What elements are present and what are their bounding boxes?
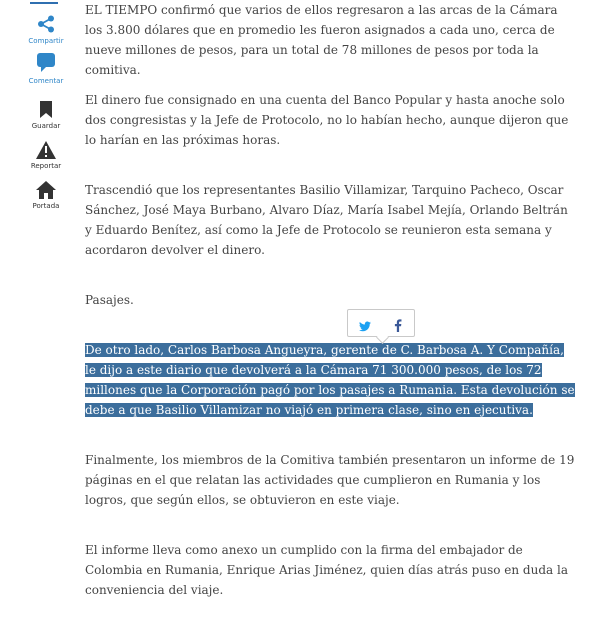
- text-selection: De otro lado, Carlos Barbosa Angueyra, gerente de C. Barbosa A. Y Compañía, le dijo a este diario que devolverá a la Cámara 71 300.000 pesos, de los 72 millones que la Corporación pagó por los pasajes a Rumania. Esta devolución se debe a que Basilio Villamizar no viajó en primera clase, sino en ejecutiva.: [85, 343, 575, 417]
- comment-button[interactable]: [22, 52, 70, 85]
- article-paragraph: El informe lleva como anexo un cumplido con la firma del embajador de Colombia en Rumania, Enrique Arias Jiménez, quien días atrás puso en duda la conveniencia del viaje.: [85, 543, 568, 597]
- share-button[interactable]: [22, 14, 70, 45]
- facebook-icon: [394, 317, 402, 336]
- share-label: Compartir: [28, 37, 64, 45]
- save-button[interactable]: [22, 101, 70, 130]
- report-label: Reportar: [30, 162, 62, 170]
- share-icon: [22, 14, 70, 34]
- home-label: Portada: [32, 202, 60, 210]
- twitter-icon: [359, 317, 371, 336]
- comment-label: Comentar: [28, 77, 64, 85]
- warning-icon: [22, 141, 70, 159]
- report-button[interactable]: [22, 141, 70, 170]
- selected-paragraph[interactable]: [85, 340, 577, 420]
- facebook-share-button[interactable]: [394, 317, 402, 336]
- save-label: Guardar: [31, 122, 61, 130]
- selection-share-popup: [347, 309, 415, 337]
- comment-icon: [22, 52, 70, 74]
- home-icon: [22, 181, 70, 199]
- article-paragraph: El dinero fue consignado en una cuenta del Banco Popular y hasta anoche solo dos congresistas y la Jefe de Protocolo, no lo habían hecho, aunque dijeron que lo harían en las próximas horas.: [85, 93, 569, 147]
- article-paragraph: Trascendió que los representantes Basilio Villamizar, Tarquino Pacheco, Oscar Sánchez, José Maya Burbano, Alvaro Díaz, María Isabel Mejía, Orlando Beltrán y Eduardo Benítez, así como la Jefe de Protocolo se reunieron esta semana y acordaron devolver el dinero.: [85, 183, 568, 257]
- article-paragraph: Finalmente, los miembros de la Comitiva también presentaron un informe de 19 páginas en el que relatan las actividades que cumplieron en Rumania y los logros, que según ellos, se obtuvieron en este viaje.: [85, 453, 575, 507]
- twitter-share-button[interactable]: [359, 317, 371, 336]
- active-indicator: [30, 2, 58, 4]
- article-subheading: Pasajes.: [85, 293, 134, 307]
- bookmark-icon: [22, 101, 70, 119]
- article-paragraph: EL TIEMPO confirmó que varios de ellos regresaron a las arcas de la Cámara los 3.800 dólares que en promedio les fueron asignados a cada uno, cerca de nueve millones de pesos, para un total de 78 millones de pesos por toda la comitiva.: [85, 3, 558, 77]
- home-button[interactable]: [22, 181, 70, 210]
